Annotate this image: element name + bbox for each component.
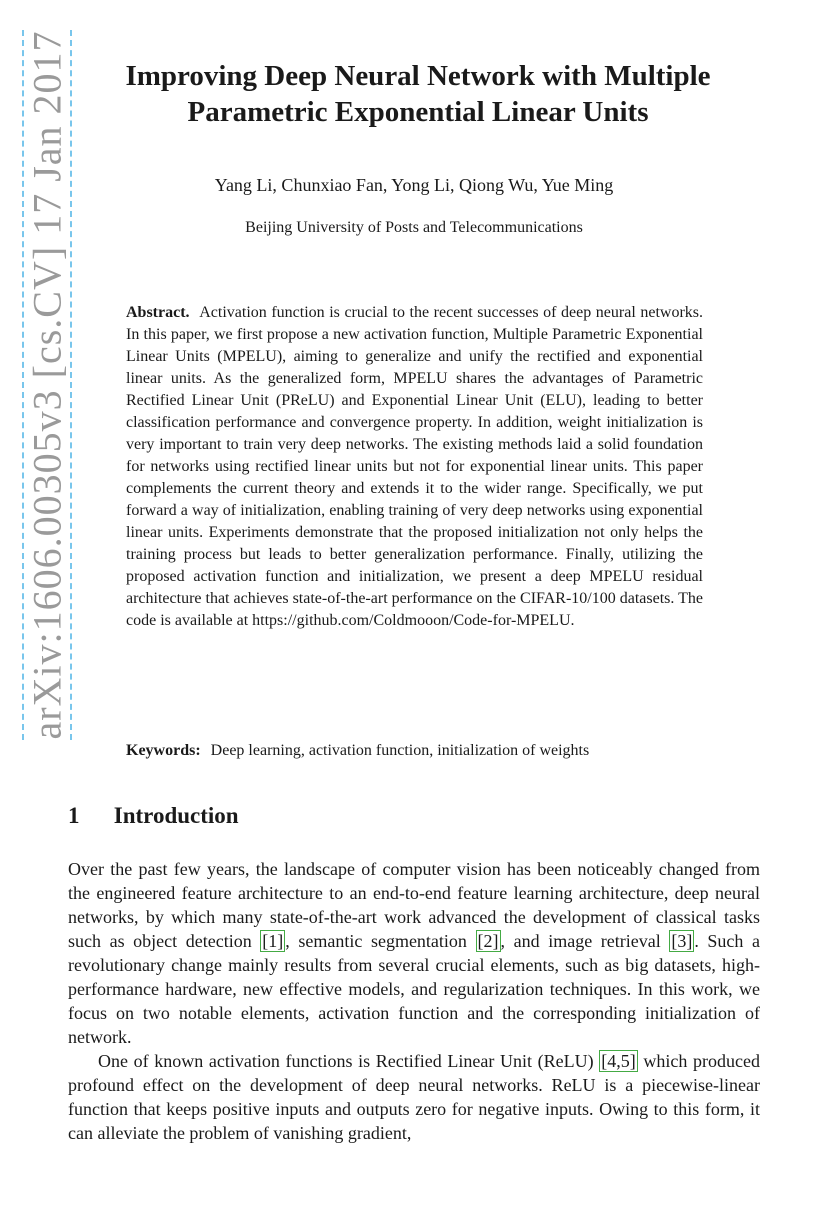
paragraph (68, 1049, 760, 1145)
citation-link[interactable]: [4,5] (601, 1051, 636, 1071)
section-heading-introduction (68, 803, 239, 829)
paper-authors: Yang Li, Chunxiao Fan, Yong Li, Qiong Wu, Yue Ming (214, 175, 614, 195)
abstract-text: Activation function is crucial to the recent successes of deep neural networks. In this paper, we first propose a new activation function, Multiple Parametric Exponential Linear Units (MPELU), aiming to generalize and unify the rectified and exponential linear units. As the generalized form, MPELU shares the advantages of Parametric Rectified Linear Unit (PReLU) and Exponential Linear Unit (ELU), leading to better classification performance and convergence property. In addition, weight initialization is very important to train very deep networks. The existing methods laid a solid foundation for networks using rectified linear units but not for exponential linear units. This paper complements the current theory and extends it to the wider range. Specifically, we put forward a way of initialization, enabling training of very deep networks using exponential linear units. Experiments demonstrate that the proposed initialization not only helps the training process but leads to better generalization performance. Finally, utilizing the proposed activation function and initialization, we present a deep MPELU residual architecture that achieves state-of-the-art performance on the CIFAR-10/100 datasets. The code is available at https://github.com/Coldmooon/Code-for-MPELU. (126, 304, 703, 629)
keywords-text: Deep learning, activation function, initialization of weights (210, 742, 590, 759)
keywords (126, 740, 726, 762)
paragraph-text: , and image retrieval (500, 931, 670, 951)
keywords-label: Keywords: (126, 742, 201, 759)
paragraph-text: which produced profound effect on the development of deep neural networks. ReLU is a piecewise-linear function that keeps positive inputs and outputs zero for negative inputs. Owing to this form, it can alleviate the problem of vanishing gradient, (68, 1051, 760, 1143)
paragraph-text: Over the past few years, the landscape of computer vision has been noticeably changed from the engineered feature architecture to an end-to-end feature learning architecture, deep neural networks, by which many state-of-the-art work advanced the development of classical tasks such as object detection (68, 859, 760, 951)
section-title: Introduction (113, 803, 239, 828)
citation-link[interactable]: [2] (477, 931, 499, 951)
paragraph-text: , semantic segmentation (285, 931, 476, 951)
paragraph-text: . Such a revolutionary change mainly results from several crucial elements, such as big datasets, high-performance hardware, new effective models, and regularization techniques. In this work, we focus on two notable elements, activation function and the corresponding initialization of network. (68, 931, 760, 1047)
paper-affiliation: Beijing University of Posts and Telecommunications (245, 219, 583, 236)
paragraph (68, 857, 760, 1049)
citation-link[interactable]: [3] (671, 931, 693, 951)
abstract-label: Abstract. (126, 304, 190, 321)
citation-link[interactable]: [1] (262, 931, 284, 951)
paper-title: Improving Deep Neural Network with Multiple Parametric Exponential Linear Units (125, 60, 711, 128)
arxiv-identifier: arXiv:1606.00305v3 [cs.CV] 17 Jan 2017 (24, 30, 70, 740)
section-number: 1 (68, 803, 80, 828)
paragraph-text: One of known activation functions is Rectified Linear Unit (ReLU) (98, 1051, 600, 1071)
abstract (126, 302, 703, 632)
introduction-body (68, 857, 760, 1145)
